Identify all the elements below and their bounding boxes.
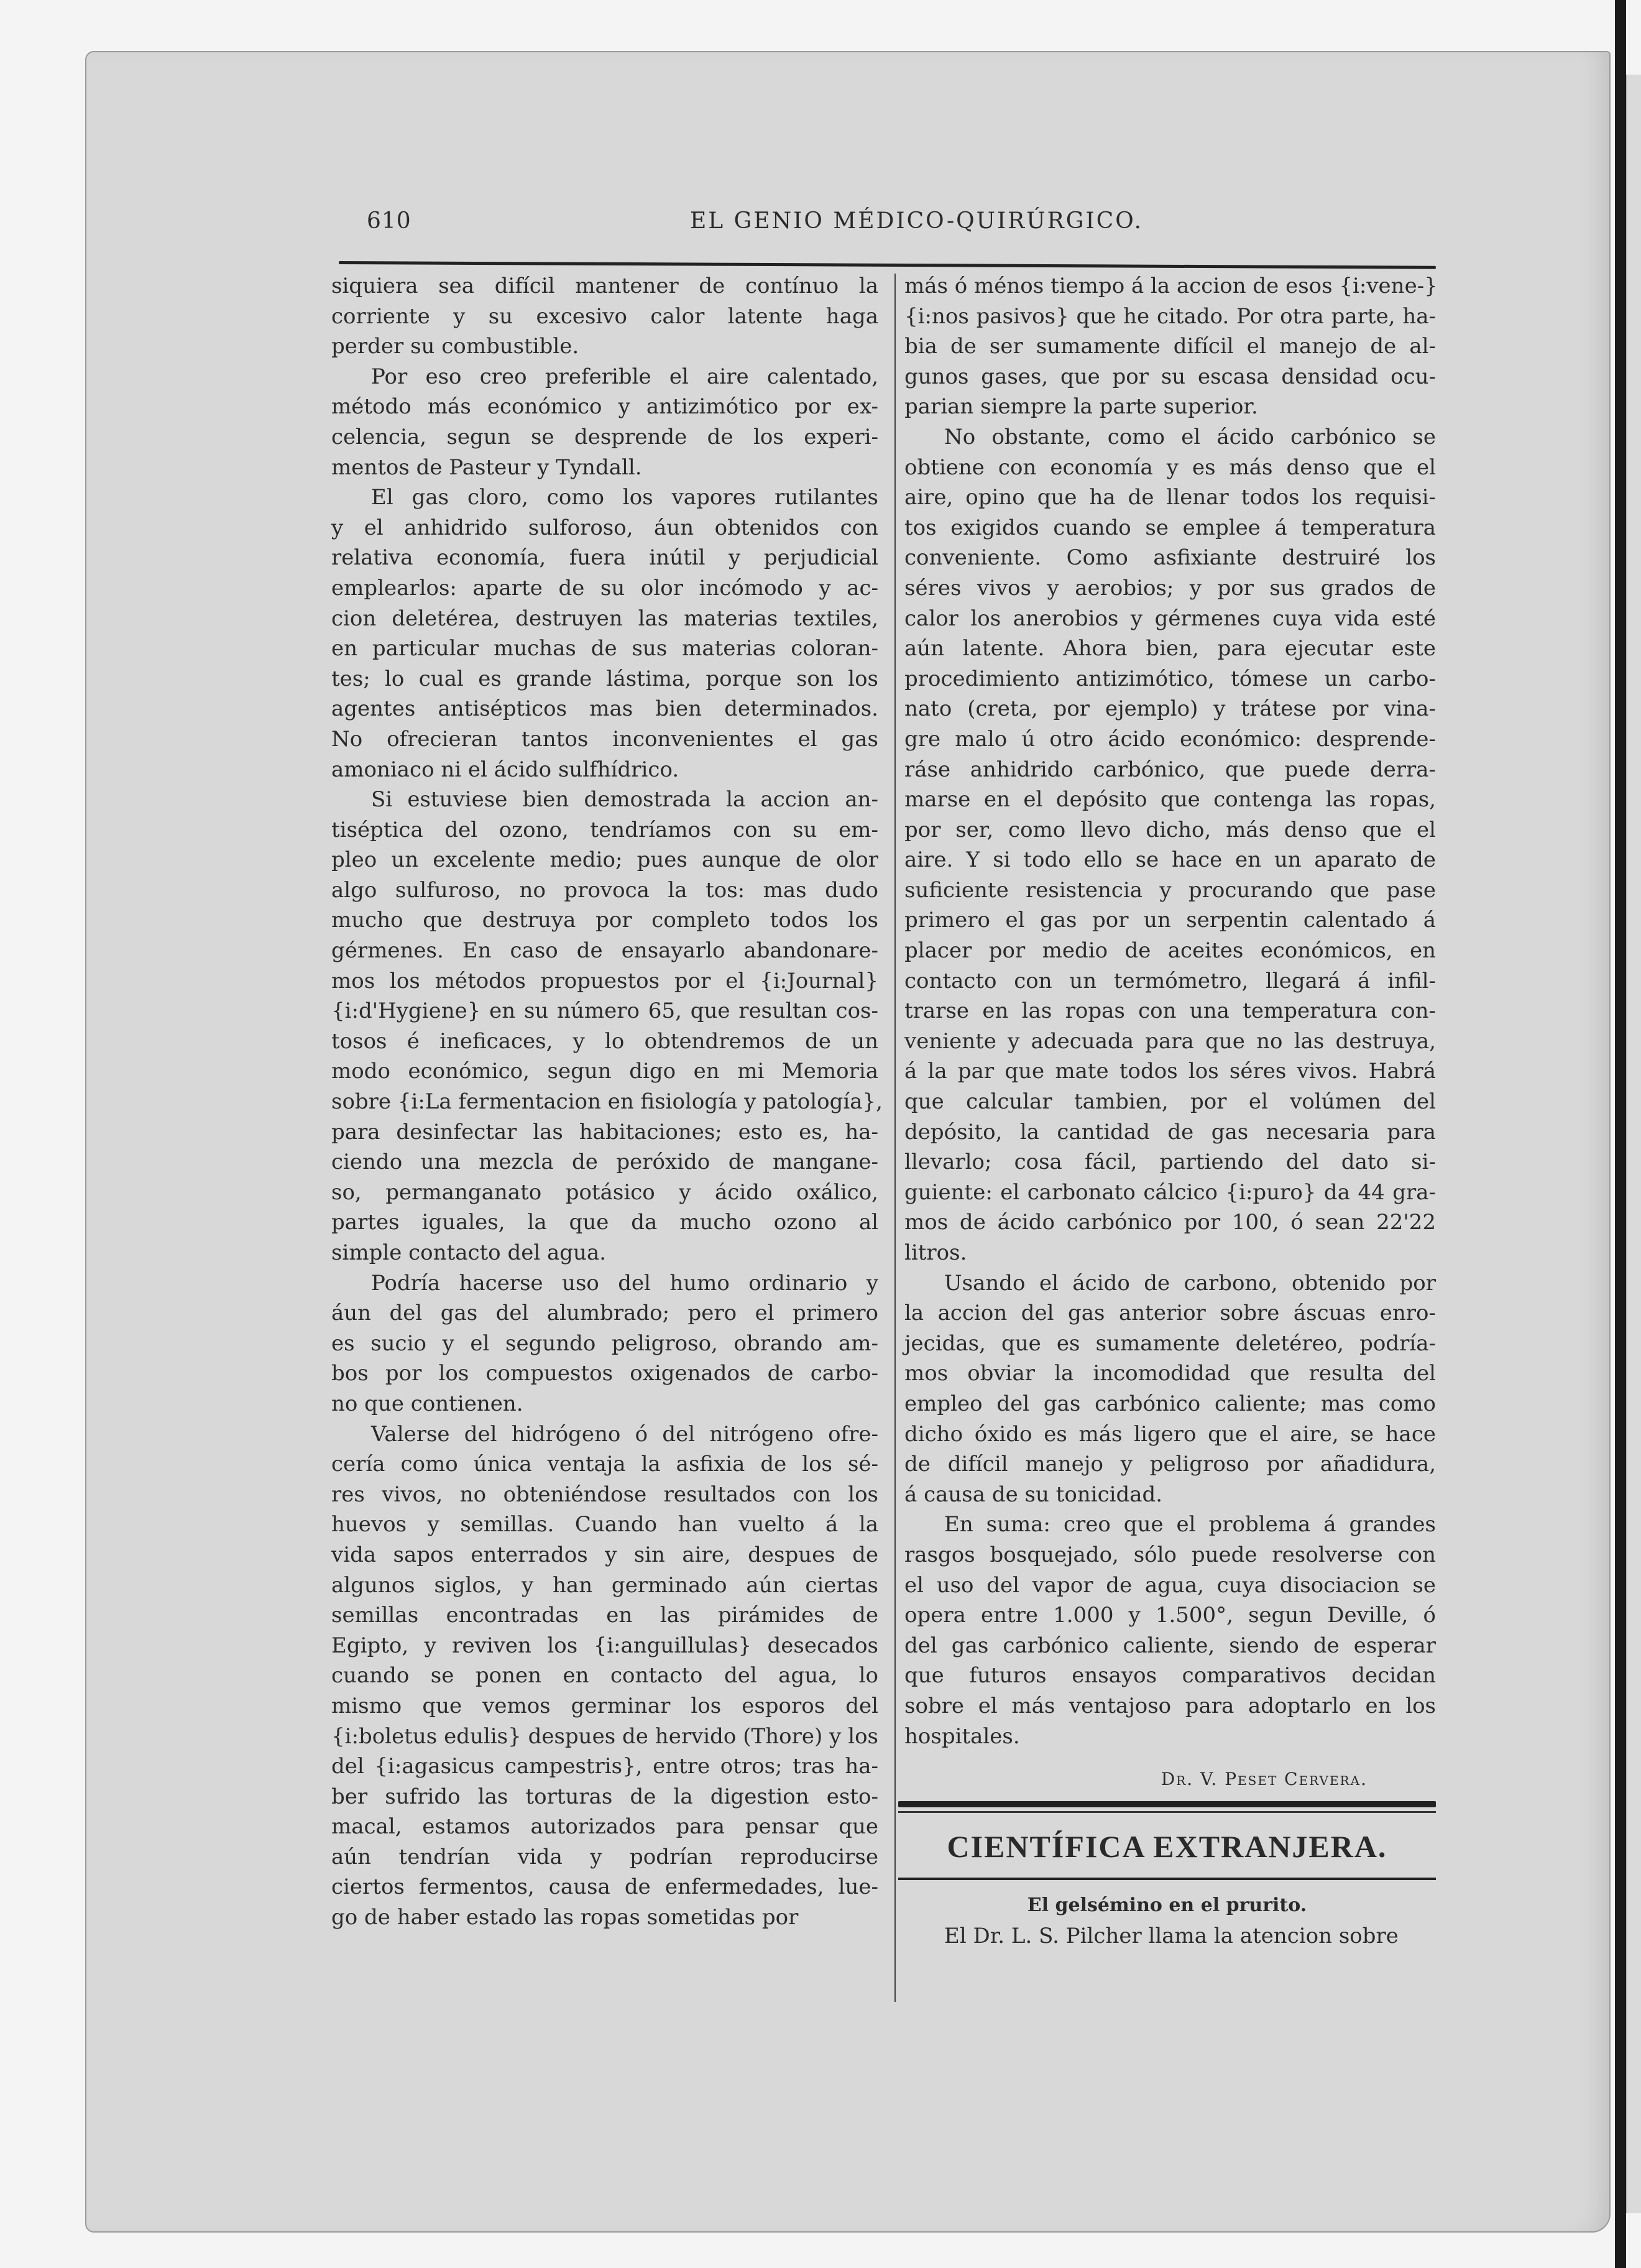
text-line: aire. Y si todo ello se hace en un aparato de (904, 847, 1436, 873)
text-line: del gas carbónico caliente, siendo de esperar (904, 1633, 1436, 1658)
paragraph (331, 1268, 878, 1419)
text-line: bos por los compuestos oxigenados de carbo- (331, 1361, 878, 1386)
text-line: siquiera sea difícil mantener de contínuo la (331, 274, 878, 298)
text-line: cuando se ponen en contacto del agua, lo (331, 1663, 878, 1689)
text-line: {i:boletus edulis} despues de hervido (Thore) y los (331, 1723, 878, 1749)
text-line: macal, estamos autorizados para pensar que (331, 1814, 878, 1840)
text-line: gunos gases, que por su escasa densidad ocu- (904, 364, 1436, 389)
text-line: llevarlo; cosa fácil, partiendo del dato si- (904, 1150, 1436, 1175)
text-line: depósito, la cantidad de gas necesaria para (904, 1119, 1436, 1145)
left-column (331, 271, 883, 1933)
text-line: litros. (904, 1240, 967, 1265)
paragraph (331, 1419, 878, 1933)
text-line: jecidas, que es sumamente deletéreo, podría- (904, 1330, 1436, 1356)
text-line: tos exigidos cuando se emplee á temperatura (904, 515, 1436, 540)
page-header (367, 208, 1436, 246)
text-line: que futuros ensayos comparativos decidan (904, 1663, 1436, 1689)
text-line: tosos é ineficaces, y lo obtendremos de un (331, 1028, 878, 1054)
text-line: conveniente. Como asfixiante destruiré los (904, 545, 1436, 571)
text-line: cería como única ventaja la asfixia de los sé- (331, 1452, 878, 1477)
text-line: Por eso creo preferible el aire calentado, (371, 364, 878, 389)
paragraph (904, 422, 1436, 1268)
text-line: mos obviar la incomodidad que resulta del (904, 1361, 1436, 1386)
text-line: á causa de su tonicidad. (904, 1482, 1163, 1507)
text-line: mucho que destruya por completo todos los (331, 908, 878, 933)
text-line: calor los anerobios y gérmenes cuya vida esté (904, 606, 1436, 631)
text-line: amoniaco ni el ácido sulfhídrico. (331, 757, 679, 782)
text-line: aún latente. Ahora bien, para ejecutar este (904, 636, 1436, 662)
text-line: guiente: el carbonato cálcico {i:puro} da 44 gra- (904, 1179, 1436, 1205)
text-line: que calcular tambien, por el volúmen del (904, 1089, 1436, 1115)
text-line: bia de ser sumamente difícil el manejo de al- (904, 334, 1436, 359)
book-binding-edge (1615, 0, 1626, 2268)
text-line: aún tendrían vida y podrían reproducirse (331, 1844, 878, 1869)
text-line: Valerse del hidrógeno ó del nitrógeno ofre- (371, 1421, 878, 1447)
text-line: huevos y semillas. Cuando han vuelto á la (331, 1512, 878, 1537)
text-line: ber sufrido las torturas de la digestion esto- (331, 1784, 878, 1809)
text-line: primero el gas por un serpentin calentado á (904, 908, 1436, 933)
text-line: modo económico, segun digo en mi Memoria (331, 1059, 878, 1084)
text-line: sobre el más ventajoso para adoptarlo en los (904, 1693, 1436, 1718)
paragraph (904, 271, 1436, 422)
text-line: aire, opino que ha de llenar todos los requisi- (904, 485, 1436, 510)
paragraph (331, 271, 878, 362)
running-title: EL GENIO MÉDICO-QUIRÚRGICO. (690, 208, 1144, 234)
right-column (904, 271, 1436, 1751)
text-line: corriente y su excesivo calor latente haga (331, 303, 878, 329)
text-line: y el anhidrido sulforoso, áun obtenidos con (331, 515, 878, 540)
text-line: ciertos fermentos, causa de enfermedades, lue- (331, 1874, 878, 1900)
text-line: no que contienen. (331, 1391, 523, 1416)
text-line: mentos de Pasteur y Tyndall. (331, 454, 642, 480)
text-line: En suma: creo que el problema á grandes (944, 1512, 1436, 1537)
text-line: algo sulfuroso, no provoca la tos: mas dudo (331, 877, 878, 903)
text-line: algunos siglos, y han germinado aún ciertas (331, 1572, 878, 1598)
text-line: ráse anhidrido carbónico, que puede derra- (904, 757, 1436, 782)
text-line: sobre {i:La fermentacion en fisiología y patología}, (331, 1089, 883, 1115)
text-line: El gas cloro, como los vapores rutilantes (371, 485, 878, 510)
text-line: vida sapos enterrados y sin aire, despues de (331, 1542, 878, 1567)
text-line: por ser, como llevo dicho, más denso que el (904, 817, 1436, 842)
text-line: Usando el ácido de carbono, obtenido por (944, 1270, 1436, 1296)
text-line: partes iguales, la que da mucho ozono al (331, 1210, 878, 1235)
text-line: procedimiento antizimótico, tómese un carbo- (904, 666, 1436, 691)
text-line: del {i:agasicus campestris}, entre otros; tras ha- (331, 1754, 878, 1779)
text-line: veniente y adecuada para que no las destruya, (904, 1028, 1436, 1054)
text-line: séres vivos y aerobios; y por sus grados de (904, 575, 1436, 601)
text-line: No ofrecieran tantos inconvenientes el gas (331, 726, 878, 752)
text-line: agentes antisépticos mas bien determinados. (331, 696, 878, 722)
section-rule-thin (898, 1811, 1436, 1813)
text-line: para desinfectar las habitaciones; esto es, ha- (331, 1119, 878, 1145)
text-line: la accion del gas anterior sobre áscuas enro- (904, 1301, 1436, 1326)
paragraph (904, 1268, 1436, 1510)
text-line: go de haber estado las ropas sometidas por (331, 1905, 799, 1930)
text-line: mismo que vemos germinar los esporos del (331, 1693, 878, 1718)
text-line: No obstante, como el ácido carbónico se (944, 424, 1436, 449)
section-rule-thick (898, 1801, 1436, 1807)
text-line: á la par que mate todos los séres vivos. Habrá (904, 1059, 1436, 1084)
text-line: so, permanganato potásico y ácido oxálico, (331, 1179, 878, 1205)
text-line: método más económico y antizimótico por ex- (331, 394, 878, 420)
text-line: gre malo ú otro ácido económico: desprende- (904, 726, 1436, 752)
article-subheading: El gelsémino en el prurito. (1027, 1894, 1307, 1916)
text-line: tes; lo cual es grande lástima, porque son los (331, 666, 878, 691)
section-rule-bottom (898, 1878, 1436, 1880)
text-line: placer por medio de aceites económicos, en (904, 938, 1436, 964)
text-line: {i:d'Hygiene} en su número 65, que resultan cos- (331, 998, 878, 1024)
section-title: CIENTÍFICA EXTRANJERA. (947, 1829, 1387, 1864)
text-line: áun del gas del alumbrado; pero el primero (331, 1301, 878, 1326)
text-line: ciendo una mezcla de peróxido de mangane- (331, 1150, 878, 1175)
article-first-line: El Dr. L. S. Pilcher llama la atencion sobre (944, 1924, 1399, 1948)
text-line: mos de ácido carbónico por 100, ó sean 22'22 (904, 1210, 1436, 1235)
author-signature: Dr. V. Peset Cervera. (1161, 1769, 1368, 1789)
text-line: cion deletérea, destruyen las materias textiles, (331, 606, 878, 631)
text-line: gérmenes. En caso de ensayarlo abandonare- (331, 938, 878, 964)
adjacent-page-edge (1626, 75, 1641, 2213)
text-line: rasgos bosquejado, sólo puede resolverse con (904, 1542, 1436, 1567)
text-line: emplearlos: aparte de su olor incómodo y ac- (331, 575, 878, 601)
text-line: Si estuviese bien demostrada la accion an- (371, 787, 878, 813)
paragraph (331, 362, 878, 482)
text-line: res vivos, no obteniéndose resultados con los (331, 1482, 878, 1507)
text-line: simple contacto del agua. (331, 1240, 607, 1265)
text-line: {i:nos pasivos} que he citado. Por otra parte, ha- (904, 303, 1436, 329)
paragraph (331, 482, 878, 785)
page-number: 610 (367, 208, 411, 234)
text-line: más ó ménos tiempo á la accion de esos {i:vene-} (904, 274, 1438, 298)
text-line: marse en el depósito que contenga las ropas, (904, 787, 1436, 813)
text-line: es sucio y el segundo peligroso, obrando am- (331, 1330, 878, 1356)
text-line: relativa economía, fuera inútil y perjudicial (331, 545, 878, 571)
text-line: suficiente resistencia y procurando que pase (904, 877, 1436, 903)
text-line: de difícil manejo y peligroso por añadidura, (904, 1452, 1436, 1477)
text-line: perder su combustible. (331, 334, 579, 359)
text-line: contacto con un termómetro, llegará á infil- (904, 968, 1436, 993)
text-line: dicho óxido es más ligero que el aire, se hace (904, 1421, 1436, 1447)
text-line: parian siempre la parte superior. (904, 394, 1258, 420)
text-line: en particular muchas de sus materias coloran- (331, 636, 878, 662)
text-line: Podría hacerse uso del humo ordinario y (371, 1270, 878, 1296)
text-line: obtiene con economía y es más denso que el (904, 454, 1436, 480)
text-line: hospitales. (904, 1723, 1020, 1749)
column-divider (894, 274, 896, 2002)
paragraph (331, 785, 883, 1268)
paragraph (904, 1510, 1436, 1751)
text-line: Egipto, y reviven los {i:anguillulas} desecados (331, 1633, 878, 1658)
text-line: semillas encontradas en las pirámides de (331, 1603, 878, 1628)
text-line: el uso del vapor de agua, cuya disociacion se (904, 1572, 1436, 1598)
text-line: trarse en las ropas con una temperatura con- (904, 998, 1436, 1024)
text-line: mos los métodos propuestos por el {i:Journal} (331, 968, 878, 993)
text-line: opera entre 1.000 y 1.500°, segun Deville, ó (904, 1603, 1436, 1628)
text-line: pleo un excelente medio; pues aunque de olor (331, 847, 878, 873)
text-line: empleo del gas carbónico caliente; mas como (904, 1391, 1436, 1416)
text-line: celencia, segun se desprende de los experi- (331, 424, 878, 449)
text-line: tiséptica del ozono, tendríamos con su em- (331, 817, 878, 842)
text-line: nato (creta, por ejemplo) y trátese por vina- (904, 696, 1436, 722)
